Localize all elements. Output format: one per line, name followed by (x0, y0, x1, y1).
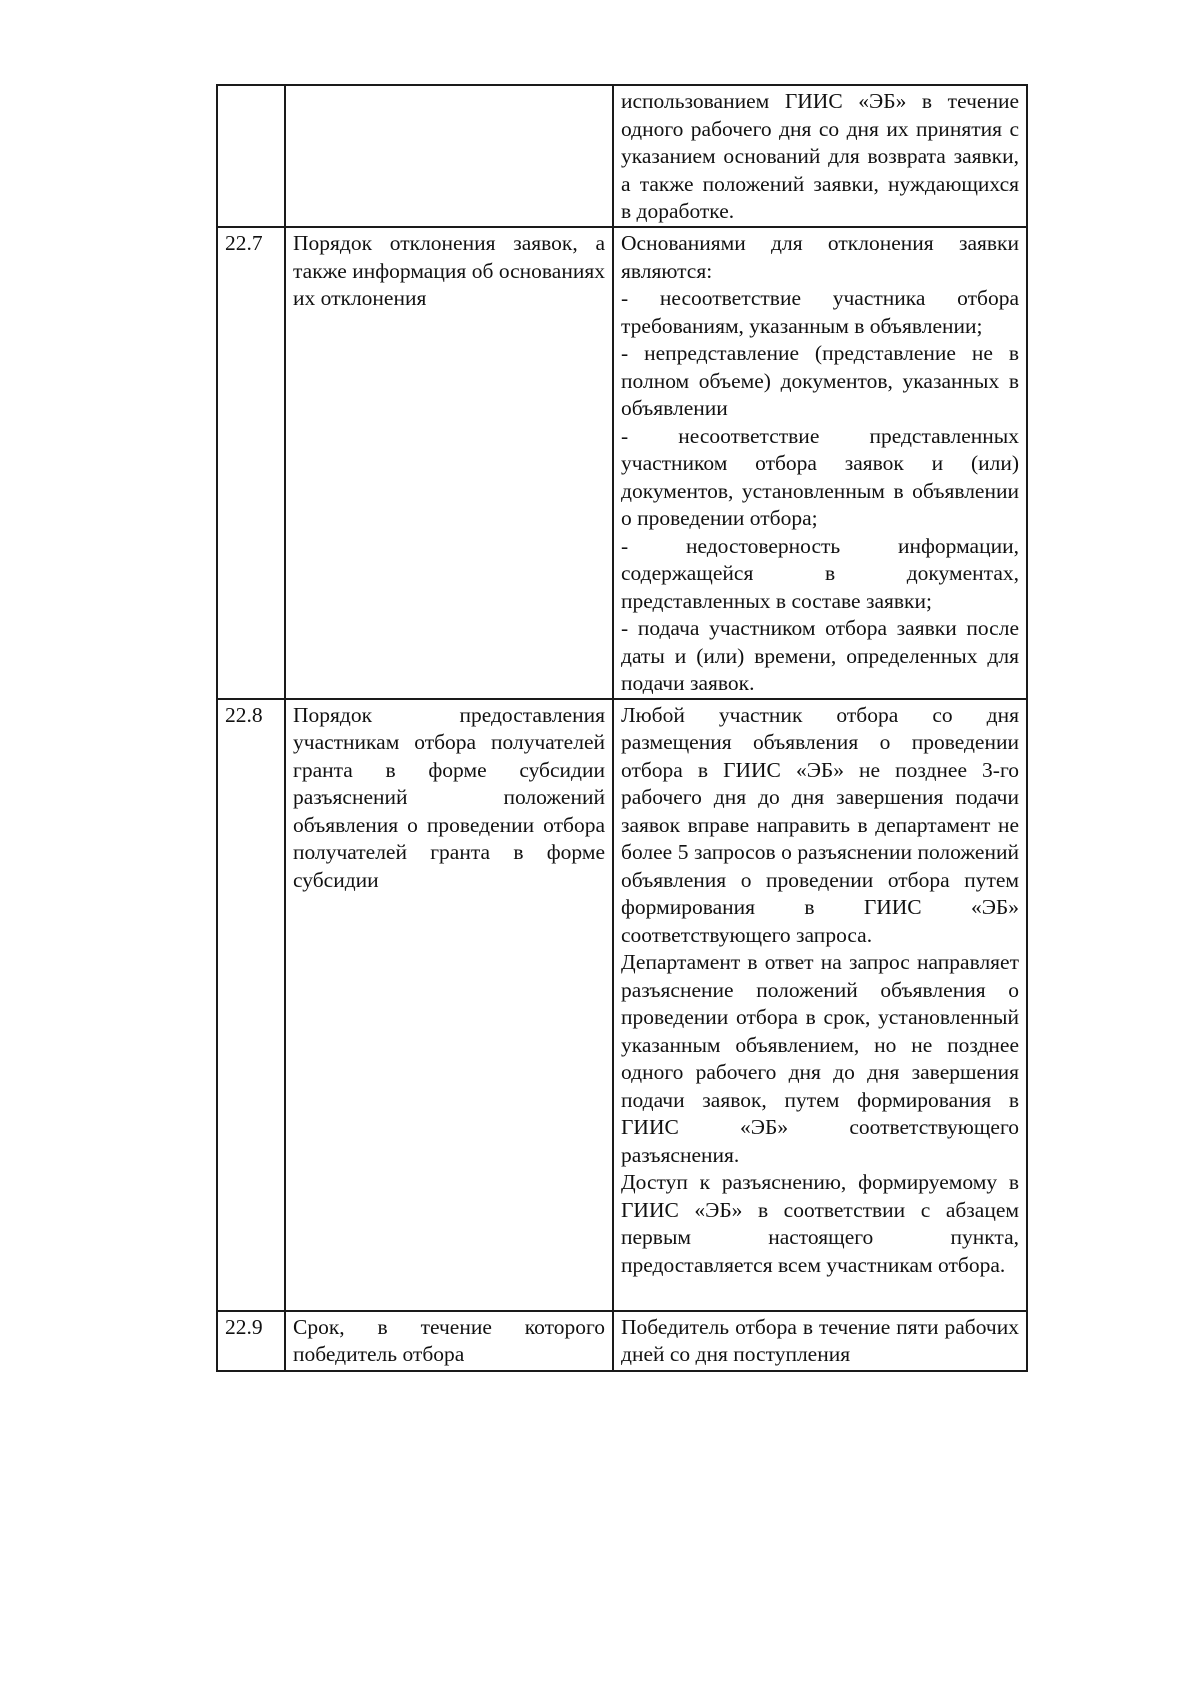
item-number-cell: 22.8 (217, 699, 285, 1311)
table-row (217, 85, 1027, 227)
item-name-cell (285, 85, 613, 227)
regulation-table (216, 84, 1028, 1372)
item-text-cell (613, 227, 1027, 699)
item-name-cell (285, 1311, 613, 1371)
item-paragraph: - непредставление (представление не в полном объеме) документов, указанных в объявлении (621, 341, 1019, 420)
item-paragraph: Доступ к разъяснению, формируемому в ГИИС «ЭБ» в соответствии с абзацем первым настоящего пункта, предоставляется всем участникам отбора. (621, 1170, 1019, 1277)
table-row (217, 699, 1027, 1311)
table-row (217, 227, 1027, 699)
table-row (217, 1311, 1027, 1371)
item-number-cell: 22.9 (217, 1311, 285, 1371)
item-paragraph: - несоответствие участника отбора требованиям, указанным в объявлении; (621, 286, 1019, 338)
item-paragraph: - недостоверность информации, содержащейся в документах, представленных в составе заявки; (621, 533, 1019, 613)
item-paragraph: использованием ГИИС «ЭБ» в течение одного рабочего дня со дня их принятия с указанием оснований для возврата заявки, а также положений заявки, нуждающихся в доработке. (621, 89, 1019, 223)
item-number-cell (217, 85, 285, 227)
item-paragraph: Любой участник отбора со дня размещения объявления о проведении отбора в ГИИС «ЭБ» не позднее 3-го рабочего дня до дня завершения подачи заявок вправе направить в департамент не более 5 запросов о разъяснении положений объявления о проведении отбора путем формирования в ГИИС «ЭБ» соответствующего запроса. (621, 702, 1019, 947)
item-paragraph: - несоответствие представленных участником отбора заявок и (или) документов, установленным в объявлении о проведении отбора; (621, 423, 1019, 530)
item-number-cell: 22.7 (217, 227, 285, 699)
item-paragraph: Победитель отбора в течение пяти рабочих дней со дня поступления (621, 1314, 1019, 1366)
item-paragraph: Департамент в ответ на запрос направляет разъяснение положений объявления о проведении отбора в срок, установленный указанным объявлением, но не позднее одного рабочего дня до дня завершения подачи заявок, путем формирования в ГИИС «ЭБ» соответствующего разъяснения. (621, 950, 1019, 1167)
item-name-cell: Порядок предоставления участникам отбора получателей гранта в форме субсидии разъяснений положений объявления о проведении отбора получателей гранта в форме субсидии (285, 699, 613, 1311)
item-name-cell: Порядок отклонения заявок, а также информация об основаниях их отклонения (285, 227, 613, 699)
item-text-cell (613, 85, 1027, 227)
item-text-cell (613, 1311, 1027, 1371)
item-name-text: Срок, в течение которого победитель отбора (293, 1314, 605, 1366)
item-paragraph: Основаниями для отклонения заявки являются: (621, 231, 1019, 283)
item-paragraph: - подача участником отбора заявки после даты и (или) времени, определенных для подачи заявок. (621, 616, 1019, 695)
item-text-cell (613, 699, 1027, 1311)
